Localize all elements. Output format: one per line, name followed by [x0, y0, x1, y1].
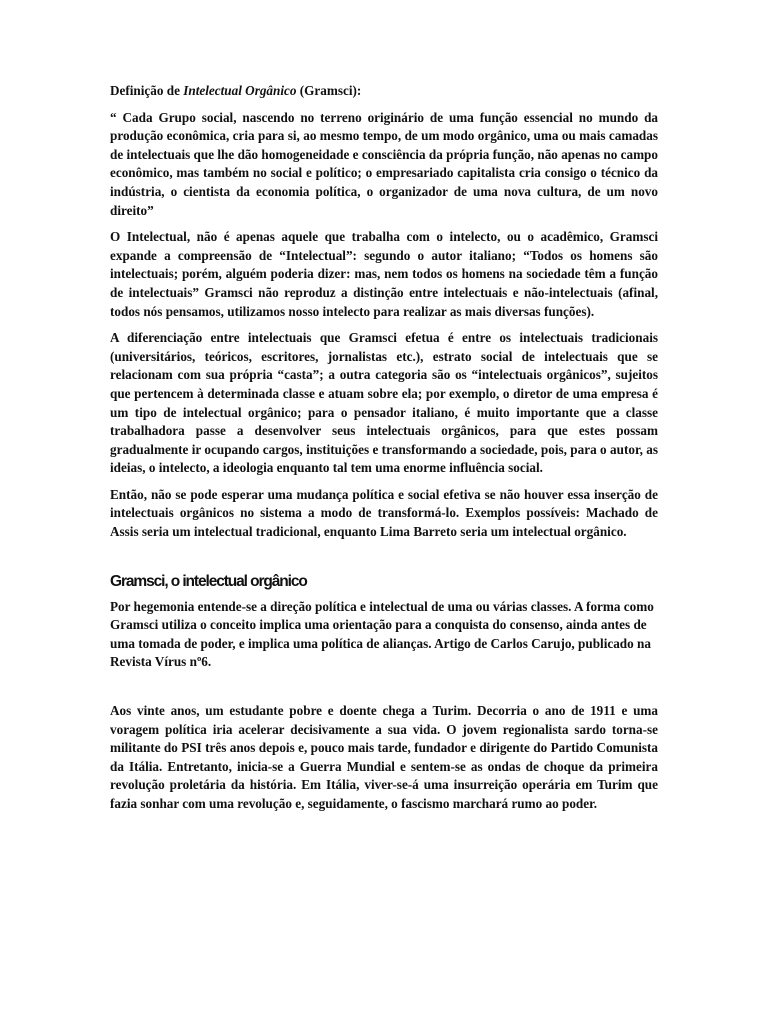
section-body-paragraph: Aos vinte anos, um estudante pobre e doente chega a Turim. Decorria o ano de 1911 e uma voragem política iria acelerar decisivamente a sua vida. O jovem regionalista sardo torna-se militante do PSI três anos depois e, pouco mais tarde, fundador e dirigente do Partido Comunista da Itália. Entretanto, inicia-se a Guerra Mundial e sentem-se as ondas de choque da primeira revolução proletária da história. Em Itália, viver-se-á uma insurreição operária em Turim que fazia sonhar com uma revolução e, seguidamente, o fascismo marchará rumo ao poder. [110, 703, 658, 811]
section-intro-paragraph: Por hegemonia entende-se a direção política e intelectual de uma ou várias classes. A forma como Gramsci utiliza o conceito implica uma orientação para a conquista do consenso, ainda antes de uma tomada de poder, e implica uma política de alianças. Artigo de Carlos Carujo, publicado na Revista Vírus nº6. [110, 598, 654, 670]
document-heading [110, 82, 658, 101]
heading-suffix: (Gramsci): [296, 83, 362, 98]
gramsci-quote-paragraph: “ Cada Grupo social, nascendo no terreno originário de uma função essencial no mundo da produção econômica, cria para si, ao mesmo tempo, de um modo orgânico, uma ou mais camadas de intelectuais que lhe dão homogeneidade e consciência da própria função, não apenas no campo econômico, mas também no social e político; o empresariado capitalista cria consigo o técnico da indústria, o cientista da economia política, o organizador de uma nova cultura, de um novo direito” [110, 109, 658, 218]
intellectual-definition-paragraph: O Intelectual, não é apenas aquele que trabalha com o intelecto, ou o acadêmico, Gramsci expande a compreensão de “Intelectual”: segundo o autor italiano; “Todos os homens são intelectuais; porém, alguém poderia dizer: mas, nem todos os homens na sociedade têm a função de intelectuais” Gramsci não reproduz a distinção entre intelectuais e não-intelectuais (afinal, todos nós pensamos, utilizamos nosso intelecto para realizar as mais diversas funções). [110, 229, 658, 319]
document-page [110, 82, 658, 814]
intellectual-differentiation-paragraph: A diferenciação entre intelectuais que Gramsci efetua é entre os intelectuais tradicionais (universitários, teóricos, escritores, jornalistas etc.), estrato social de intelectuais que se relacionam com sua própria “casta”; a outra categoria são os “intelectuais orgânicos”, sujeitos que pertencem à determinada classe e atuam sobre ela; por exemplo, o diretor de uma empresa é um tipo de intelectual orgânico; para o pensador italiano, é muito importante que a classe trabalhadora passe a desenvolver seus intelectuais orgânicos, para que estes possam gradualmente ir ocupando cargos, instituições e transformando a sociedade, pois, para o autor, as ideias, o intelecto, a ideologia enquanto tal tem uma enorme influência social. [110, 330, 658, 476]
conclusion-paragraph: Então, não se pode esperar uma mudança política e social efetiva se não houver essa inserção de intelectuais orgânicos no sistema a modo de transformá-lo. Exemplos possíveis: Machado de Assis seria um intelectual tradicional, enquanto Lima Barreto seria um intelectual orgânico. [110, 486, 658, 540]
section-title: Gramsci, o intelectual orgânico [110, 572, 307, 590]
heading-italic-term: Intelectual Orgânico [183, 83, 297, 98]
heading-prefix: Definição de [110, 83, 184, 98]
